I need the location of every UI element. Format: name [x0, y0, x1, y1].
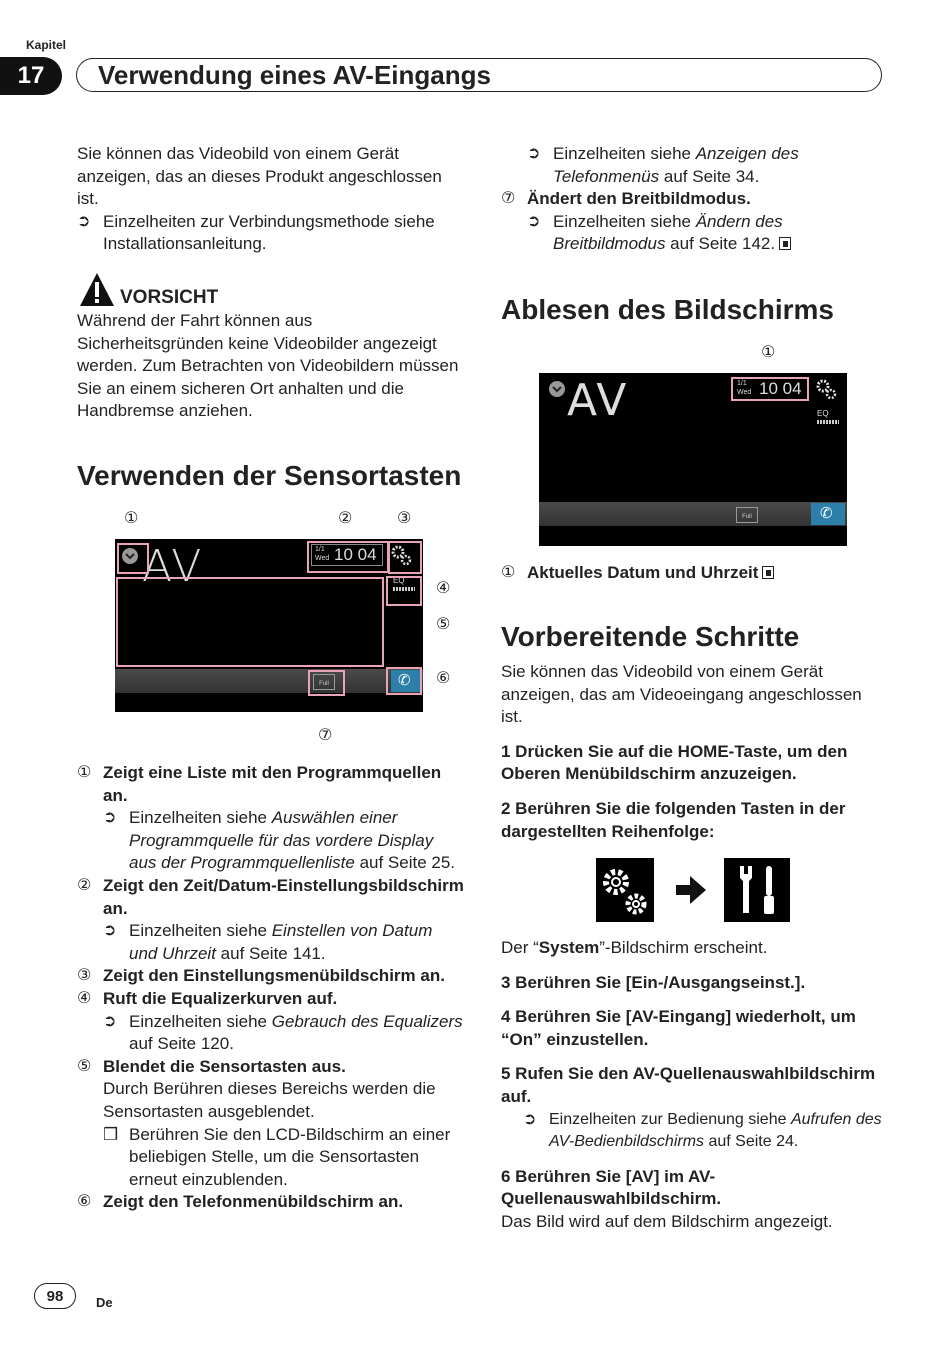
bottom-bar: [539, 502, 847, 526]
system-screen-text: Der “System”-Bildschirm erscheint.: [501, 938, 768, 957]
item-number: ③: [77, 967, 92, 985]
step-2: 2 Berühren Sie die folgenden Tasten in der dargestellten Reihenfolge:: [501, 798, 846, 841]
phone-ref: ➲ Einzelheiten siehe Anzeigen des Telefonmenüs auf Seite 34.: [527, 143, 885, 188]
steps-block: [501, 661, 885, 843]
step-4: 4 Berühren Sie [AV-Eingang] wiederholt, um “On” einzustellen.: [501, 1007, 856, 1049]
list-item: [77, 1056, 465, 1192]
time-label: 10 04: [334, 545, 377, 564]
section-title-sensortasten: Verwenden der Sensortasten: [77, 460, 462, 491]
list-item: [77, 875, 465, 965]
item-number: ①: [501, 564, 516, 581]
datetime-caption: [501, 562, 907, 585]
gear-icon: [596, 858, 654, 922]
day-label: Wed: [315, 555, 330, 562]
steps-block-2: [501, 937, 885, 1234]
callout-1-right: ①: [761, 344, 776, 361]
eq-bars: [817, 420, 839, 424]
phone-icon: ✆: [398, 672, 411, 689]
callout-1: ①: [124, 510, 139, 527]
steps-intro: Sie können das Videobild von einem Gerät anzeigen, das am Videoeingang angeschlossen ist.: [501, 662, 862, 727]
caution-title: VORSICHT: [120, 287, 219, 308]
date-label: 1/1: [737, 380, 747, 387]
intro-bullet: [77, 211, 463, 256]
item-number: ①: [77, 764, 92, 781]
list-item: [501, 188, 885, 256]
section-title-bildschirm: Ablesen des Bildschirms: [501, 294, 835, 325]
item-description: Durch Berühren dieses Bereichs werden die Sensortasten ausgeblendet.: [103, 1079, 436, 1121]
kapitel-label: Kapitel: [26, 38, 67, 52]
item-ref: ➲ Einzelheiten siehe Gebrauch des Equalizers auf Seite 120.: [103, 1011, 465, 1056]
item-ref: ➲ Einzelheiten siehe Ändern des Breitbildmodus auf Seite 142.: [527, 211, 885, 256]
section-title-schritte: Vorbereitende Schritte: [501, 621, 800, 652]
bottom-bar: [115, 669, 423, 693]
step-6: 6 Berühren Sie [AV] im AV-Quellenauswahlbildschirm.: [501, 1166, 722, 1209]
phone-icon: ✆: [820, 505, 833, 522]
caution-text: Während der Fahrt können aus Sicherheitsgründen keine Videobilder angezeigt werden. Zum Betrachten von Videobildern müssen Sie an einem sicheren Ort anhalten und die Handbremse anziehen.: [77, 311, 459, 421]
full-button[interactable]: Full: [736, 507, 758, 523]
list-item: [77, 1191, 465, 1214]
item-number: ⑤: [77, 1057, 92, 1075]
eq-label[interactable]: EQ: [817, 409, 829, 418]
item-ref: ➲ Einzelheiten siehe Einstellen von Datum und Uhrzeit auf Seite 141.: [103, 920, 465, 965]
item-title: Ändert den Breitbildmodus.: [527, 189, 751, 209]
highlight-5: [116, 577, 384, 667]
intro-bullet-text: Einzelheiten zur Verbindungsmethode siehe Installationsanleitung.: [103, 211, 435, 254]
tools-icon: [724, 858, 790, 922]
date-label: 1/1: [315, 546, 325, 553]
callout-6: ⑥: [436, 670, 451, 687]
phone-button[interactable]: [811, 503, 845, 525]
chevron-down-icon[interactable]: [549, 381, 565, 397]
warning-icon: [79, 272, 115, 308]
list-item: [77, 965, 465, 988]
step-5: 5 Rufen Sie den AV-Quellenauswahlbildschirm auf.: [501, 1064, 876, 1106]
item-number: ⑥: [77, 1193, 92, 1211]
item-note: ❒ Berühren Sie den LCD-Bildschirm an einer beliebigen Stelle, um die Sensortasten erneut einzublenden.: [103, 1124, 451, 1189]
intro-text: Sie können das Videobild von einem Gerät anzeigen, das an dieses Produkt angeschlossen ist.: [77, 144, 442, 209]
day-label: Wed: [737, 389, 752, 396]
item-number: ④: [77, 989, 92, 1007]
step-6-desc: Das Bild wird auf dem Bildschirm angezeigt.: [501, 1211, 833, 1231]
highlight-7: [308, 670, 345, 696]
item-ref: ➲ Einzelheiten siehe Auswählen einer Programmquelle für das vordere Display aus der Programmquellenliste auf Seite 25.: [103, 807, 465, 875]
sensor-items-list: [77, 762, 465, 1214]
time-label: 10 04: [759, 379, 802, 398]
av-screen-reading: [539, 373, 847, 546]
item-number: ②: [77, 876, 92, 894]
end-mark-icon: [762, 566, 774, 579]
eq-label[interactable]: EQ: [393, 576, 405, 585]
callout-3: ③: [397, 510, 412, 527]
item-title: Zeigt den Zeit/Datum-Einstellungsbildschirm an.: [103, 875, 464, 918]
page-number: 98: [34, 1283, 76, 1309]
highlight-6: [386, 667, 422, 695]
item-title: Ruft die Equalizerkurven auf.: [103, 988, 338, 1008]
highlight-1: [117, 543, 149, 574]
item-title: Zeigt den Telefonmenübildschirm an.: [103, 1192, 404, 1212]
item-title: Zeigt eine Liste mit den Programmquellen an.: [103, 763, 442, 805]
highlight-3: [388, 541, 422, 574]
item-title: Blendet die Sensortasten aus.: [103, 1056, 346, 1076]
step-1: 1 Drücken Sie auf die HOME-Taste, um den Oberen Menübildschirm anzuzeigen.: [501, 741, 848, 784]
list-item: [77, 988, 465, 1056]
chapter-number: 17: [0, 57, 62, 95]
full-button[interactable]: Full: [313, 674, 335, 690]
end-mark-icon: [779, 237, 791, 250]
gear-icon[interactable]: [815, 378, 837, 405]
step-5-ref: ➲ Einzelheiten zur Bedienung siehe Aufrufen des AV-Bedienbildschirms auf Seite 24.: [523, 1109, 885, 1154]
list-item: [77, 762, 465, 875]
language-code: De: [96, 1295, 113, 1310]
av-source-label: AV: [142, 541, 204, 592]
item-title: Aktuelles Datum und Uhrzeit: [527, 563, 759, 582]
item-number: ⑦: [501, 190, 516, 208]
right-top: [501, 143, 885, 256]
arrow-right-icon: [676, 876, 706, 909]
callout-7: ⑦: [318, 727, 333, 744]
highlight-4: [386, 576, 422, 606]
datetime-box-highlight[interactable]: [731, 377, 809, 401]
av-source-label: AV: [567, 375, 629, 426]
callout-4: ④: [436, 580, 451, 597]
callout-2: ②: [338, 510, 353, 527]
highlight-2: [307, 541, 389, 573]
callout-5: ⑤: [436, 616, 451, 633]
item-title: Zeigt den Einstellungsmenübildschirm an.: [103, 966, 445, 986]
left-intro: [77, 143, 463, 256]
step-3: 3 Berühren Sie [Ein-/Ausgangseinst.].: [501, 972, 806, 992]
chapter-title: Verwendung eines AV-Eingangs: [98, 60, 491, 90]
